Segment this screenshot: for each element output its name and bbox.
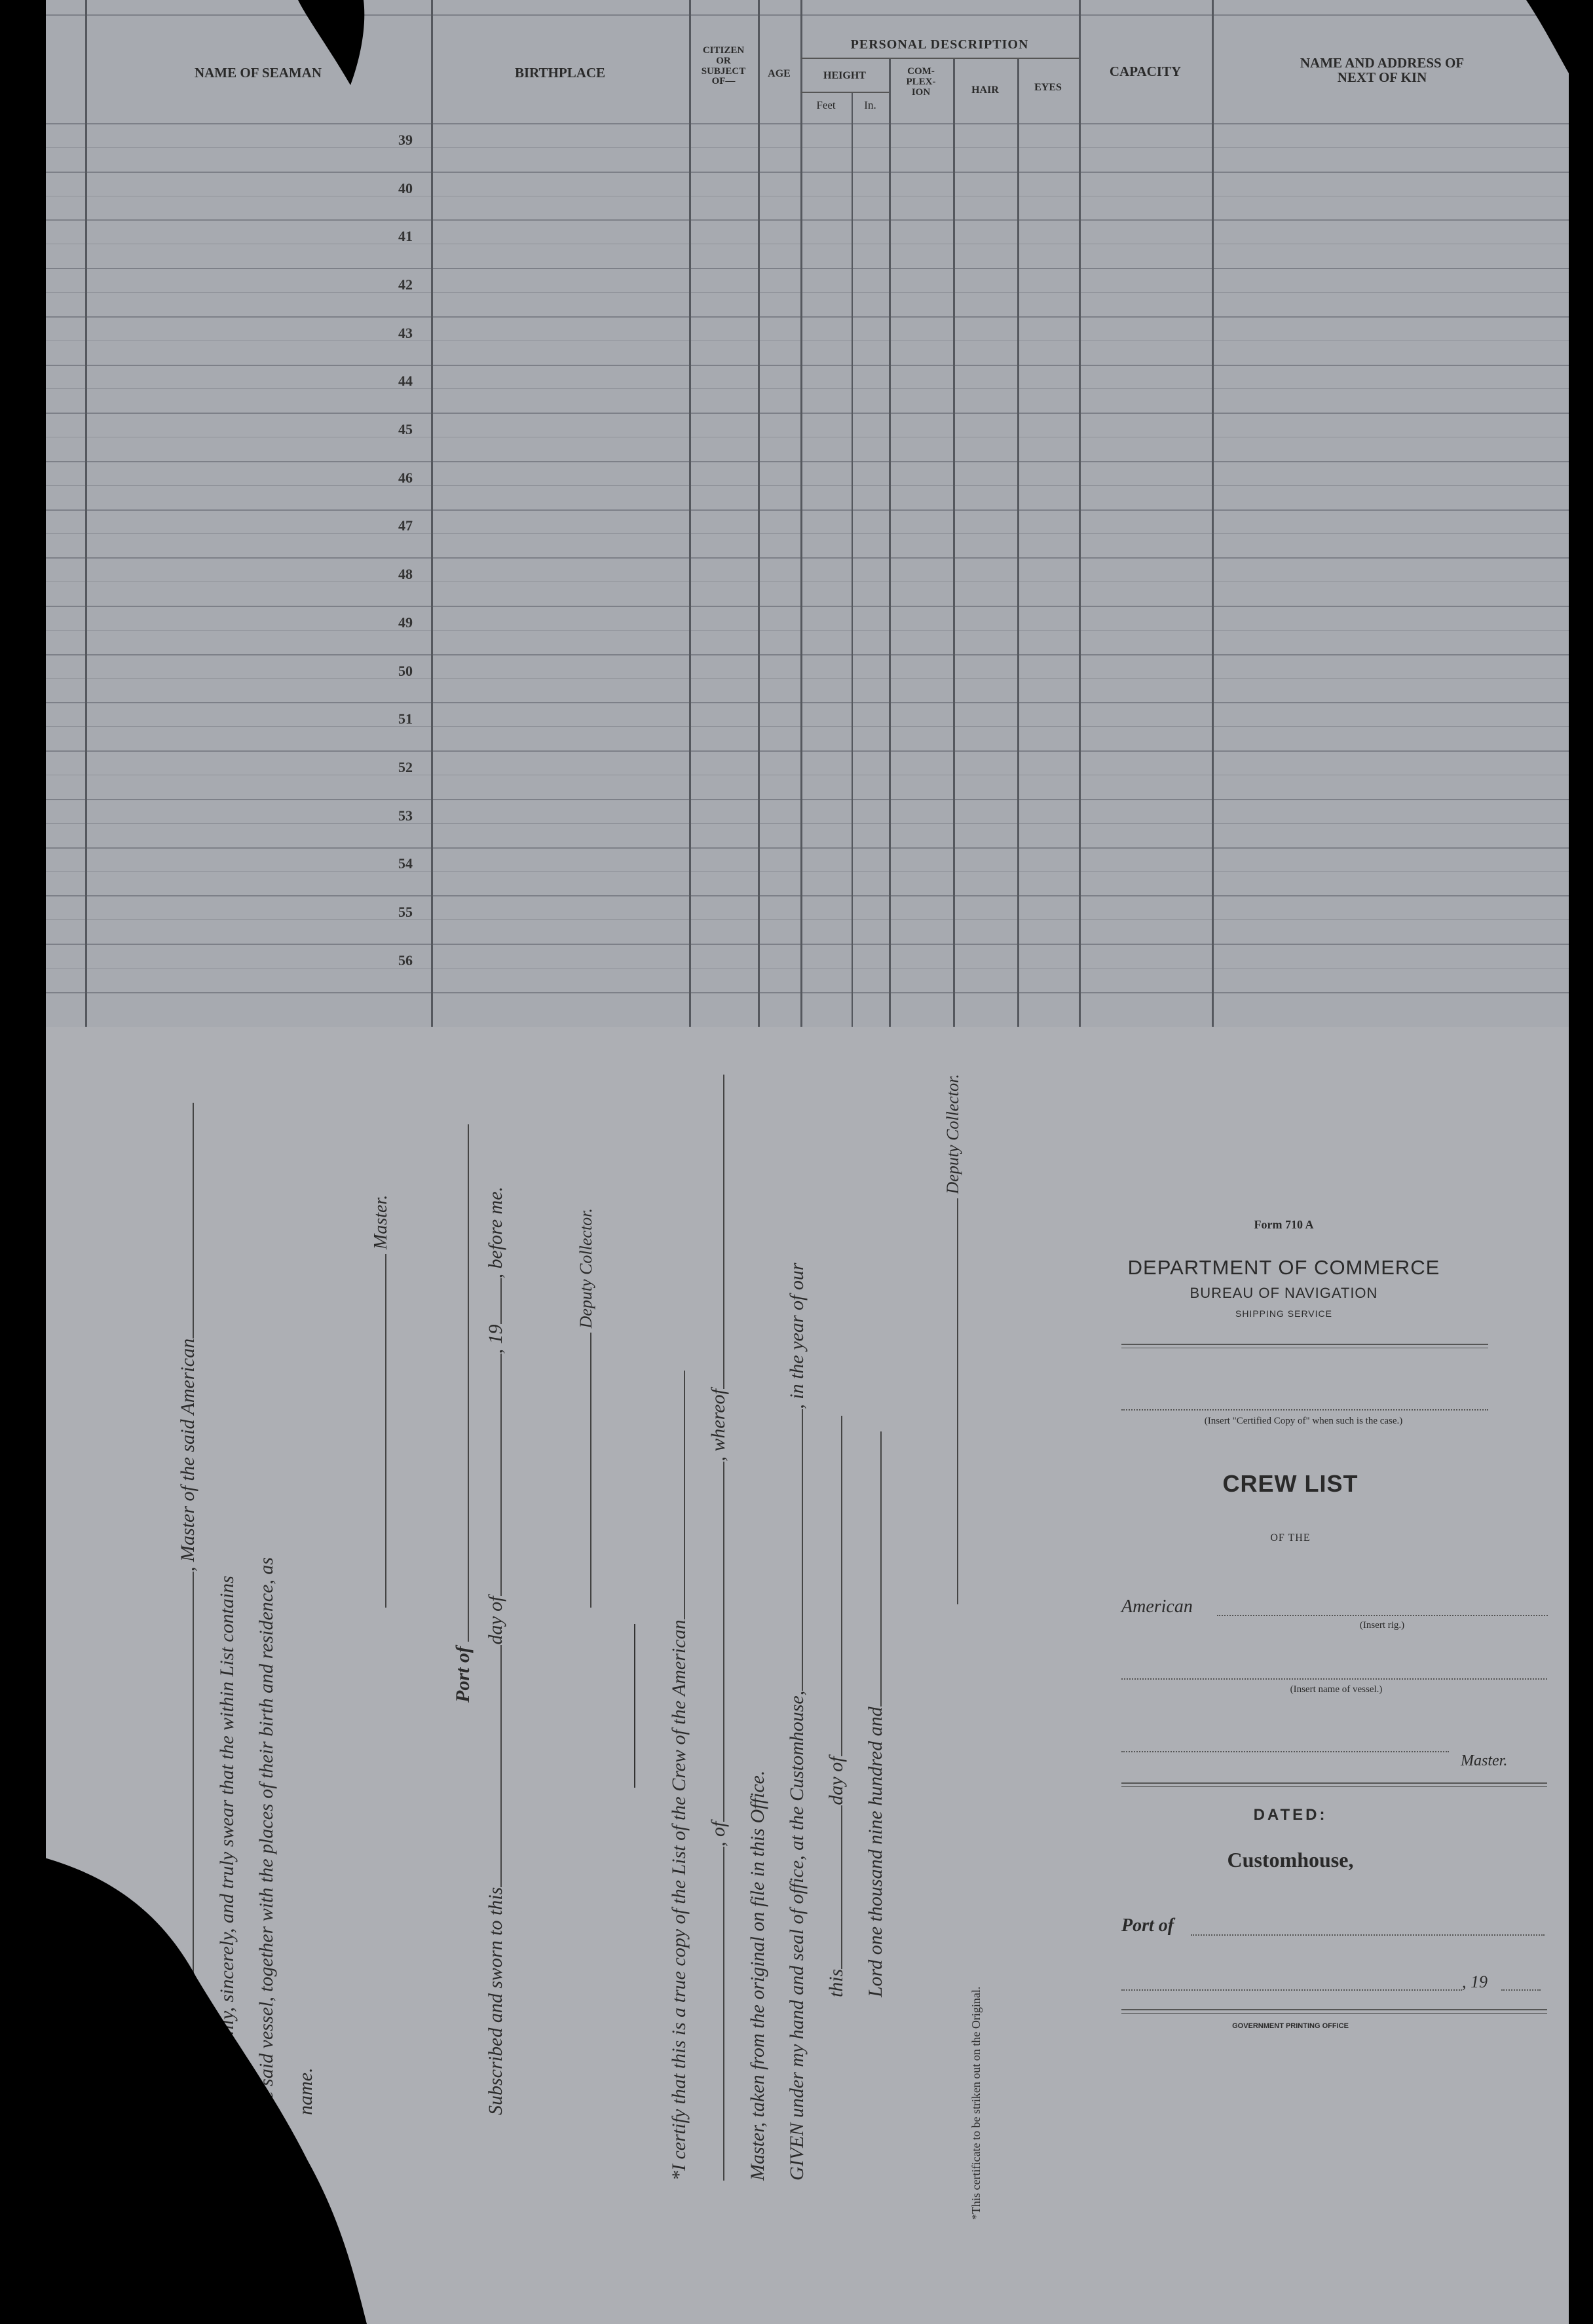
row-number: 55 xyxy=(398,904,413,920)
customhouse-label: Customhouse, xyxy=(1227,1848,1354,1872)
row-number: 46 xyxy=(398,470,413,486)
row-number: 47 xyxy=(398,517,413,534)
torn-corner xyxy=(0,1847,367,2324)
header-capacity: CAPACITY xyxy=(1109,64,1182,79)
oath-text: the said vessel, together with the places of their birth and residence, as xyxy=(255,1557,277,2115)
header-citizen-line: OF— xyxy=(711,76,736,87)
certificate-text: , of xyxy=(707,1821,729,1847)
header-citizen-line: OR xyxy=(716,55,731,66)
insert-certified-note: (Insert "Certified Copy of" when such is the case.) xyxy=(1204,1416,1403,1426)
oath-text: , 19 xyxy=(485,1324,506,1354)
torn-top-right xyxy=(1526,0,1593,111)
header-feet: Feet xyxy=(816,99,836,111)
header-birthplace: BIRTHPLACE xyxy=(514,65,606,81)
header-citizen-line: CITIZEN xyxy=(702,45,745,56)
department-title: DEPARTMENT OF COMMERCE xyxy=(1127,1256,1440,1279)
header-citizen-line: SUBJECT xyxy=(701,65,746,77)
certificate-text: , in the year of our xyxy=(786,1263,808,1409)
form-number: Form 710 A xyxy=(1254,1218,1314,1231)
header-personal-description: PERSONAL DESCRIPTION xyxy=(850,37,1029,52)
certificate-text: Master, taken from the original on file in this Office. xyxy=(747,1770,768,2181)
right-edge xyxy=(1569,0,1593,2324)
torn-top-notch xyxy=(298,0,364,85)
header-hair: HAIR xyxy=(971,84,999,96)
row-number: 43 xyxy=(398,325,413,341)
of-the-label: OF THE xyxy=(1270,1532,1311,1543)
row-number: 53 xyxy=(398,807,413,824)
header-kin-line: NAME AND ADDRESS OF xyxy=(1300,55,1465,71)
master-label: Master. xyxy=(371,1194,391,1249)
certificate-text: *I certify that this is a true copy of the List of the Crew of the American xyxy=(668,1619,690,2181)
row-number: 42 xyxy=(398,276,413,293)
oath-text: , before me. xyxy=(485,1186,506,1279)
port-of-label: Port of xyxy=(1121,1915,1174,1936)
row-number: 52 xyxy=(398,759,413,775)
row-number: 39 xyxy=(398,132,413,148)
insert-vessel-note: (Insert name of vessel.) xyxy=(1290,1684,1383,1695)
row-number: 40 xyxy=(398,180,413,196)
oath-text: day of xyxy=(485,1596,506,1645)
oath-text: , do solemnly, sincerely, and truly swear that the within List contains xyxy=(216,1576,238,2115)
printer-label: GOVERNMENT PRINTING OFFICE xyxy=(1232,2022,1349,2030)
port-label: Port of xyxy=(452,1646,474,1703)
header-age: AGE xyxy=(768,68,791,79)
header-complexion-line: ION xyxy=(911,86,931,98)
crew-list-title: CREW LIST xyxy=(1222,1470,1359,1497)
row-number: 56 xyxy=(398,952,413,968)
header-inches: In. xyxy=(864,99,876,111)
certificate-text: Lord one thousand nine hundred and xyxy=(865,1706,886,1997)
american-label: American xyxy=(1121,1596,1193,1617)
bureau-title: BUREAU OF NAVIGATION xyxy=(1190,1285,1378,1301)
row-number: 41 xyxy=(398,228,413,244)
service-title: SHIPPING SERVICE xyxy=(1235,1308,1332,1319)
row-number: 50 xyxy=(398,663,413,679)
certificate-text: GIVEN under my hand and seal of office, at the Customhouse, xyxy=(786,1690,808,2181)
row-number: 48 xyxy=(398,566,413,582)
header-complexion-line: COM- xyxy=(907,66,935,77)
year-label: , 19 xyxy=(1462,1972,1488,1991)
header-complexion-line: PLEX- xyxy=(906,76,936,87)
dated-label: DATED: xyxy=(1253,1806,1328,1824)
header-name-of-seaman: NAME OF SEAMAN xyxy=(194,65,322,81)
deputy-label: Deputy Collector. xyxy=(943,1074,962,1194)
certificate-text: , whereof xyxy=(707,1389,729,1462)
header-height: HEIGHT xyxy=(823,70,866,81)
header-eyes: EYES xyxy=(1034,82,1062,93)
row-number: 51 xyxy=(398,710,413,727)
certificate-text: day of xyxy=(825,1756,847,1805)
row-number: 45 xyxy=(398,421,413,437)
header-kin-line: NEXT OF KIN xyxy=(1337,69,1427,86)
row-number: 44 xyxy=(398,373,413,389)
insert-rig-note: (Insert rig.) xyxy=(1359,1620,1405,1631)
row-number: 49 xyxy=(398,614,413,631)
deputy-label: Deputy Collector. xyxy=(576,1208,595,1329)
certificate-footnote: *This certificate to be striken out on the Original. xyxy=(969,1986,983,2220)
oath-text: Subscribed and sworn to this xyxy=(485,1887,506,2115)
certificate-text: this xyxy=(825,1968,847,1997)
row-number: 54 xyxy=(398,855,413,872)
oath-text: name. xyxy=(295,2067,316,2115)
master-label: Master. xyxy=(1461,1752,1508,1769)
oath-text: , Master of the said American xyxy=(177,1338,198,1572)
